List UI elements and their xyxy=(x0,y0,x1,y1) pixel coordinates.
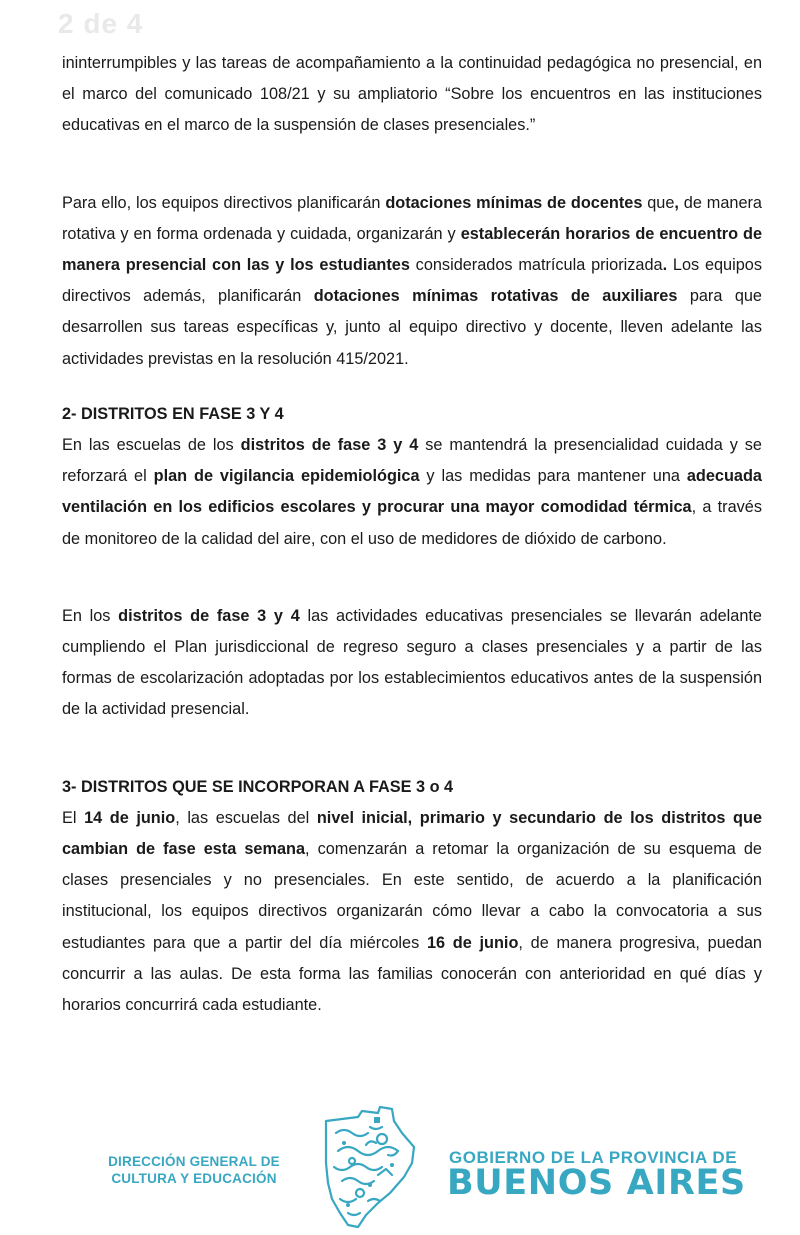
gov-title-line1: GOBIERNO DE LA PROVINCIA DE xyxy=(449,1148,738,1167)
paragraph-phase-3-4-b: En los distritos de fase 3 y 4 las actividades educativas presenciales se llevarán adelante cumpliendo el Plan jurisdiccional de regreso seguro a clases presenciales y a partir de las formas de escolarización adoptadas por los establecimientos educativos antes de la suspensión de la actividad presencial. xyxy=(62,606,762,719)
province-map-icon xyxy=(318,1103,423,1233)
dgce-logo-text: DIRECCIÓN GENERAL DE CULTURA Y EDUCACIÓN xyxy=(108,1154,280,1186)
paragraph-phase-3-4-a: En las escuelas de los distritos de fase 3 y 4 se mantendrá la presencialidad cuidada y se reforzará el plan de vigilancia epidemiológica y las medidas para mantener una adecuada ventilación en los edificios escolares y procurar una mayor comodidad térmica, a través de monitoreo de la calidad del aire, con el uso de medidores de dióxido de carbono. xyxy=(62,436,762,548)
document-body xyxy=(62,48,762,1021)
paragraph-continuation: ininterrumpibles y las tareas de acompañamiento a la continuidad pedagógica no presencial, en el marco del comunicado 108/21 y su ampliatorio “Sobre los encuentros en las instituciones educativas en el marco de la suspensión de clases presenciales.” xyxy=(62,54,762,135)
page-counter: 2 de 4 xyxy=(58,8,144,39)
footer-logos xyxy=(0,1095,800,1235)
section-heading-3: 3- DISTRITOS QUE SE INCORPORAN A FASE 3 o 4 xyxy=(62,777,454,796)
gov-title-line2: BUENOS AIRES xyxy=(447,1163,746,1203)
paragraph-phase-change: El 14 de junio, las escuelas del nivel inicial, primario y secundario de los distritos que cambian de fase esta semana, comenzarán a retomar la organización de su esquema de clases presenciales y no presenciales. En este sentido, de acuerdo a la planificación institucional, los equipos directivos organizarán cómo llevar a cabo la convocatoria a sus estudiantes para que a partir del día miércoles 16 de junio, de manera progresiva, puedan concurrir a las aulas. De esta forma las familias conocerán con anterioridad en qué días y horarios concurrirá cada estudiante. xyxy=(62,808,762,1015)
paragraph-staffing: Para ello, los equipos directivos planificarán dotaciones mínimas de docentes que, de manera rotativa y en forma ordenada y cuidada, organizarán y establecerán horarios de encuentro de manera presencial con las y los estudiantes considerados matrícula priorizada. Los equipos directivos además, planificarán dotaciones mínimas rotativas de auxiliares para que desarrollen sus tareas específicas y, junto al equipo directivo y docente, lleven adelante las actividades previstas en la resolución 415/2021. xyxy=(62,193,762,368)
section-heading-2: 2- DISTRITOS EN FASE 3 Y 4 xyxy=(62,404,284,423)
